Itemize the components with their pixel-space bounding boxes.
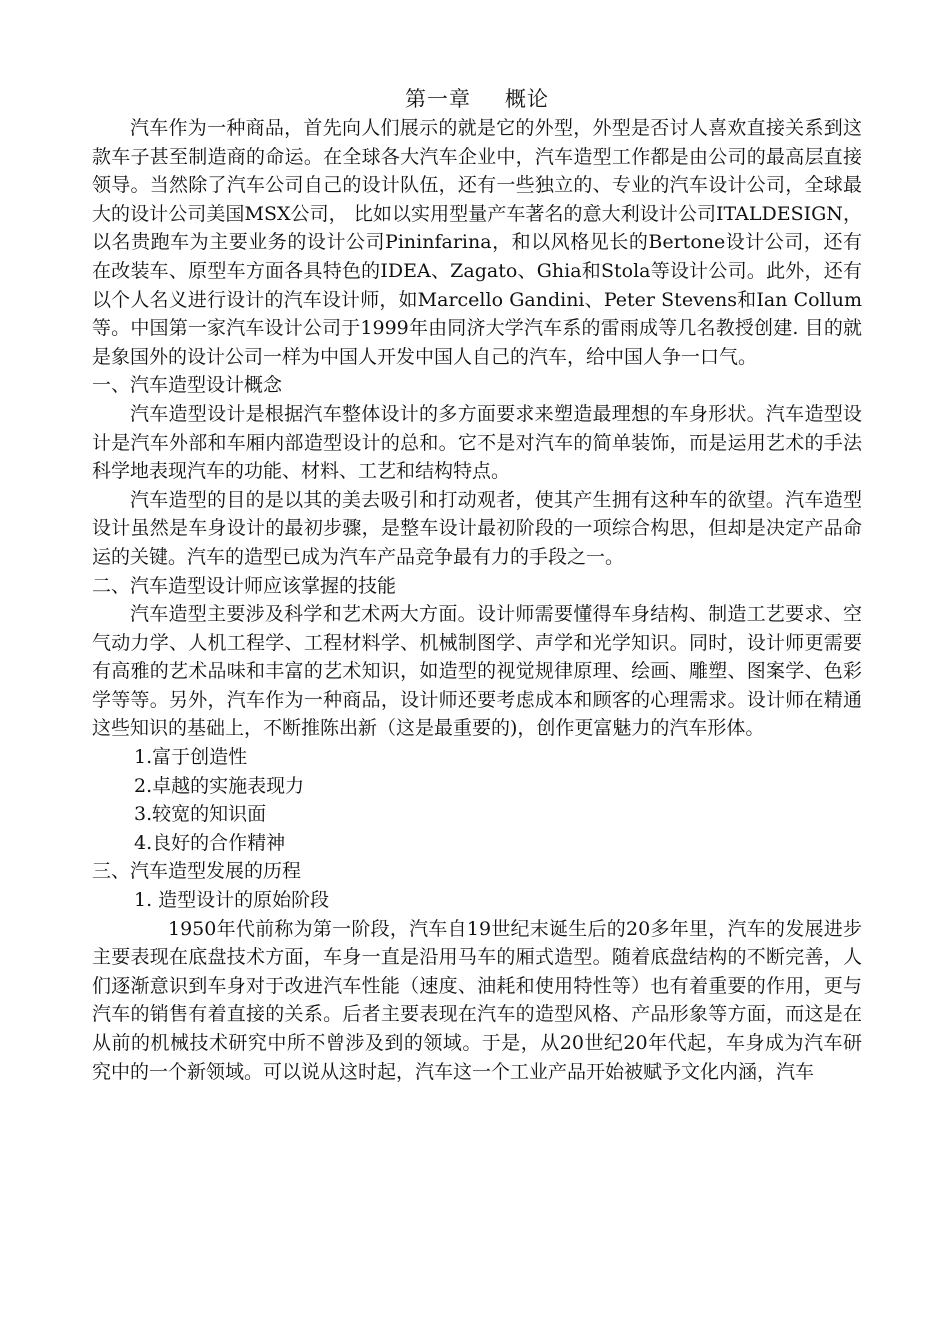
skill-list-item: 4.良好的合作精神: [134, 831, 286, 854]
document-page: [92, 84, 862, 1086]
subsection-heading-1: 1. 造型设计的原始阶段: [134, 889, 330, 912]
section-heading-1: 一、汽车造型设计概念: [92, 374, 283, 397]
skill-list-item: 2.卓越的实施表现力: [134, 774, 305, 797]
section2-paragraph-1: 汽车造型主要涉及科学和艺术两大方面。设计师需要懂得车身结构、制造工艺要求、空气动力学、人机工程学、工程材料学、机械制图学、声学和光学知识。同时，设计师更需要有高雅的艺术品味和丰富的艺术知识，如造型的视觉规律原理、绘画、雕塑、图案学、色彩学等等。另外，汽车作为一种商品，设计师还要考虑成本和顾客的心理需求。设计师在精通这些知识的基础上，不断推陈出新（这是最重要的)，创作更富魅力的汽车形体。: [92, 603, 862, 740]
section-heading-3: 三、汽车造型发展的历程: [92, 860, 302, 883]
intro-paragraph: 汽车作为一种商品，首先向人们展示的就是它的外型，外型是否讨人喜欢直接关系到这款车子甚至制造商的命运。在全球各大汽车企业中，汽车造型工作都是由公司的最高层直接领导。当然除了汽车公司自己的设计队伍，还有一些独立的、专业的汽车设计公司，全球最大的设计公司美国MSX公司， 比如以实用型量产车著名的意大利设计公司ITALDESIGN，以名贵跑车为主要业务的设计公司Pininfarina，和以风格见长的Bertone设计公司，还有在改装车、原型车方面各具特色的IDEA、Zagato、Ghia和Stola等设计公司。此外，还有以个人名义进行设计的汽车设计师，如Marcello Gandini、Peter Stevens和Ian Collum等。中国第一家汽车设计公司于1999年由同济大学汽车系的雷雨成等几名教授创建. 目的就是象国外的设计公司一样为中国人开发中国人自己的汽车，给中国人争一口气。: [92, 117, 862, 368]
chapter-number: 第一章: [405, 87, 471, 111]
chapter-title: [92, 84, 862, 114]
section1-paragraph-1: 汽车造型设计是根据汽车整体设计的多方面要求来塑造最理想的车身形状。汽车造型设计是汽车外部和车厢内部造型设计的总和。它不是对汽车的简单装饰，而是运用艺术的手法科学地表现汽车的功能、材料、工艺和结构特点。: [92, 402, 862, 483]
section-heading-2: 二、汽车造型设计师应该掌握的技能: [92, 574, 397, 597]
skill-list-item: 1.富于创造性: [134, 746, 248, 769]
skill-list-item: 3.较宽的知识面: [134, 803, 267, 826]
section3-paragraph-1: 1950年代前称为第一阶段，汽车自19世纪末诞生后的20多年里，汽车的发展进步主要表现在底盘技术方面，车身一直是沿用马车的厢式造型。随着底盘结构的不断完善，人们逐渐意识到车身对于改进汽车性能（速度、油耗和使用特性等）也有着重要的作用，更与汽车的销售有着直接的关系。后者主要表现在汽车的造型风格、产品形象等方面，而这是在从前的机械技术研究中所不曾涉及到的领域。于是，从20世纪20年代起，车身成为汽车研究中的一个新领域。可以说从这时起，汽车这一个工业产品开始被赋予文化内涵，汽车: [92, 917, 862, 1083]
section1-paragraph-2: 汽车造型的目的是以其的美去吸引和打动观者，使其产生拥有这种车的欲望。汽车造型设计虽然是车身设计的最初步骤，是整车设计最初阶段的一项综合构思，但却是决定产品命运的关键。汽车的造型已成为汽车产品竞争最有力的手段之一。: [92, 488, 862, 568]
chapter-name: 概论: [505, 87, 549, 111]
